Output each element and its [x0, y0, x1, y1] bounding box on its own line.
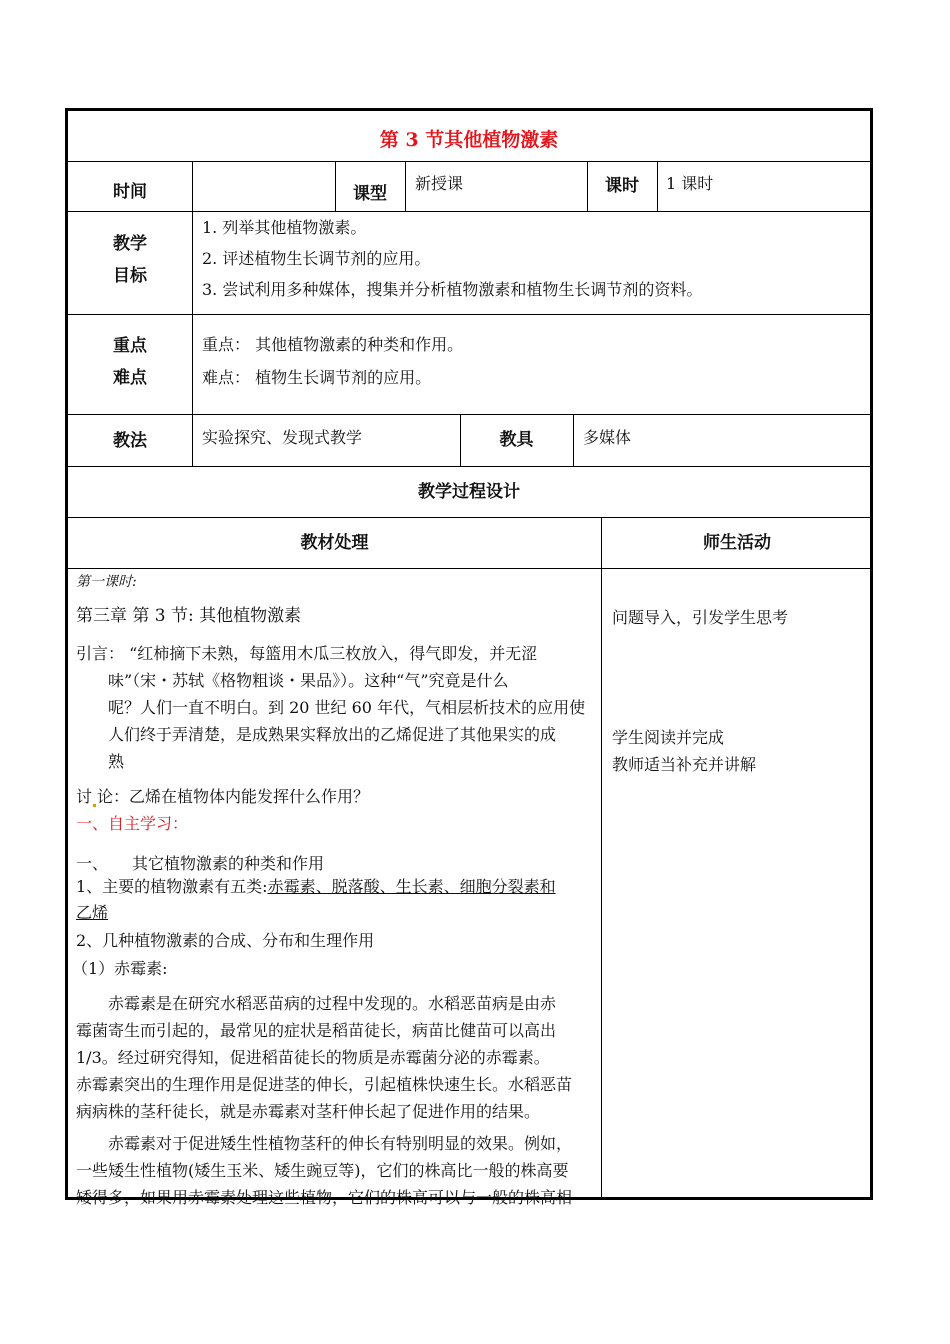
column-divider	[657, 161, 658, 211]
hormone-types-list-cont: 乙烯	[76, 903, 109, 922]
keypoints-label-1: 重点	[113, 336, 147, 356]
hormone-types-line	[76, 874, 556, 897]
discussion-text: 论：乙烯在植物体内能发挥什么作用？	[97, 787, 370, 806]
intro-line: 熟	[108, 752, 125, 771]
row-divider	[68, 414, 870, 415]
tools-label: 教具	[499, 430, 534, 450]
method-label: 教法	[113, 431, 147, 451]
chapter-heading: 第三章 第 3 节: 其他植物激素	[76, 606, 302, 626]
paragraph-line: 矮得多，如果用赤霉素处理这些植物，它们的株高可以与一般的株高相	[76, 1188, 573, 1207]
discussion-prefix: 讨	[76, 787, 93, 806]
row-divider	[68, 161, 870, 162]
intro-line: 人们终于弄清楚，是成熟果实释放出的乙烯促进了其他果实的成	[108, 725, 557, 744]
row-divider	[68, 466, 870, 467]
paragraph-line: 1/3。经过研究得知，促进稻苗徒长的物质是赤霉菌分泌的赤霉素。	[76, 1048, 550, 1067]
row-divider	[68, 517, 870, 518]
discussion-question	[76, 784, 369, 807]
time-label: 时间	[113, 182, 147, 202]
hormone-types-list: 赤霉素、脱落酸、生长素、细胞分裂素和	[267, 877, 556, 896]
column-header-material: 教材处理	[300, 533, 369, 553]
type-value: 新授课	[415, 174, 464, 193]
activity-item: 学生阅读并完成	[612, 728, 725, 747]
type-label: 课型	[353, 184, 387, 204]
process-header: 教学过程设计	[418, 482, 520, 502]
column-divider	[405, 161, 406, 211]
self-study-heading: 一、自主学习：	[76, 814, 189, 833]
tools-value: 多媒体	[583, 428, 632, 447]
intro-line: 味”（宋・苏轼《格物粗谈・果品》）。这种“气”究竟是什么	[108, 671, 509, 690]
lesson-label: 第一课时:	[76, 574, 137, 590]
hours-label: 课时	[605, 176, 639, 196]
row-divider	[68, 314, 870, 315]
goals-label-2: 目标	[113, 266, 147, 286]
difficulty-point: 难点： 植物生长调节剂的应用。	[202, 368, 432, 387]
paragraph-line: 赤霉素对于促进矮生性植物茎秆的伸长有特别明显的效果。例如，	[108, 1134, 573, 1153]
item-2-sub-heading: （1）赤霉素:	[72, 959, 168, 978]
column-divider	[601, 517, 602, 1200]
goal-item: 1. 列举其他植物激素。	[202, 218, 367, 237]
goal-item: 2. 评述植物生长调节剂的应用。	[202, 249, 431, 268]
paragraph-line: 赤霉素是在研究水稻恶苗病的过程中发现的。水稻恶苗病是由赤	[108, 994, 557, 1013]
row-divider	[68, 568, 870, 569]
item-2-heading: 2、几种植物激素的合成、分布和生理作用	[76, 931, 375, 950]
paragraph-line: 病病株的茎秆徒长，就是赤霉素对茎秆伸长起了促进作用的结果。	[76, 1102, 541, 1121]
intro-line: 引言： “红柿摘下未熟，每篮用木瓜三枚放入，得气即发，并无涩	[76, 644, 538, 663]
hours-value: 1 课时	[666, 174, 714, 193]
paragraph-line: 一些矮生性植物(矮生玉米、矮生豌豆等)，它们的株高比一般的株高要	[76, 1161, 569, 1180]
lesson-plan-table	[65, 108, 873, 1207]
goals-label-1: 教学	[113, 234, 147, 254]
hormone-types-prefix: 1、主要的植物激素有五类:	[76, 877, 268, 896]
column-divider	[192, 161, 193, 466]
paragraph-line: 赤霉素突出的生理作用是促进茎的伸长，引起植株快速生长。水稻恶苗	[76, 1075, 573, 1094]
bullet-dot-icon	[93, 804, 96, 807]
goal-item: 3. 尝试利用多种媒体，搜集并分析植物激素和植物生长调节剂的资料。	[202, 280, 703, 299]
section-number: 一、	[76, 854, 109, 873]
keypoints-label-2: 难点	[113, 368, 147, 388]
row-divider	[68, 211, 870, 212]
column-header-activities: 师生活动	[703, 533, 771, 553]
key-point: 重点： 其他植物激素的种类和作用。	[202, 335, 464, 354]
activity-item: 教师适当补充并讲解	[612, 755, 757, 774]
column-divider	[573, 414, 574, 466]
method-value: 实验探究、发现式教学	[202, 428, 363, 447]
intro-line: 呢？人们一直不明白。到 20 世纪 60 年代，气相层析技术的应用使	[108, 698, 586, 717]
paragraph-line: 霉菌寄生而引起的，最常见的症状是稻苗徒长，病苗比健苗可以高出	[76, 1021, 557, 1040]
section-title: 其它植物激素的种类和作用	[132, 854, 325, 873]
activity-item: 问题导入，引发学生思考	[612, 608, 789, 627]
page-title: 第 3 节其他植物激素	[379, 129, 559, 151]
